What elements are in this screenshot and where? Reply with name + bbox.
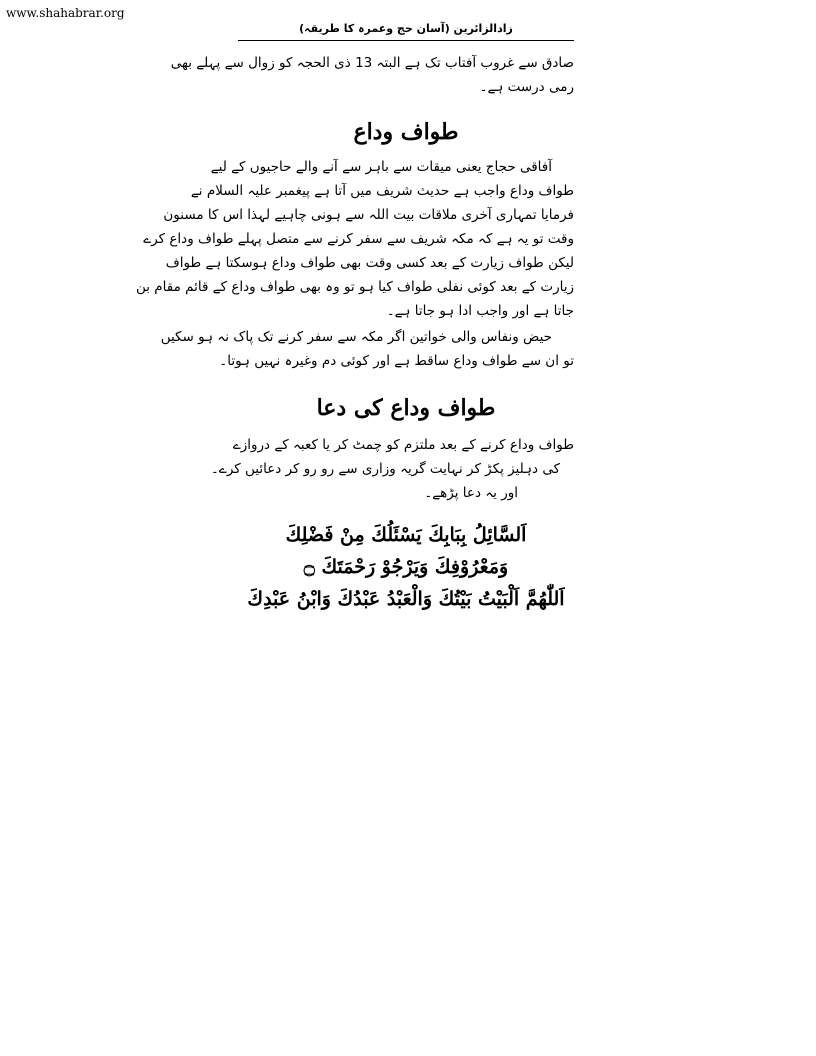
- text-line: حیض ونفاس والی خواتین اگر مکہ سے سفر کرنے تک پاک نہ ہو سکیں: [160, 329, 552, 345]
- arabic-dua-line: وَمَعْرُوْفِكَ وَيَرْجُوْ رَحْمَتَكَ ۝: [303, 556, 509, 578]
- text-line: طواف وداع کرنے کے بعد ملتزم کو چمٹ کر یا کعبہ کے دروازے: [232, 437, 574, 453]
- text-line: آفاقی حجاج یعنی میقات سے باہر سے آنے والے حاجیوں کے لیے: [210, 159, 552, 175]
- dua-instructions-paragraph: [211, 433, 574, 505]
- text-line: لیکن طواف زیارت کے بعد کسی وقت بھی طواف وداع ہوسکتا ہے طواف: [165, 255, 574, 271]
- text-line: طواف وداع واجب ہے حدیث شریف میں آتا ہے پیغمبر علیہ السلام نے: [190, 183, 574, 199]
- text-line: اور یہ دعا پڑھے۔: [424, 485, 518, 501]
- text-line: وقت تو یہ ہے کہ مکہ شریف سے سفر کرنے سے متصل پہلے طواف وداع کرے: [143, 231, 574, 247]
- tawaf-wida-paragraph: [135, 155, 574, 323]
- running-header: زادالزائرین (آسان حج وعمرہ کا طریقہ): [238, 20, 574, 41]
- haiz-nifas-paragraph: [160, 325, 574, 373]
- page-content: [135, 20, 574, 615]
- text-line: رمی درست ہے۔: [479, 79, 574, 95]
- text-line: کی دہلیز پکڑ کر نہایت گریہ وزاری سے رو رو کر دعائیں کرے۔: [211, 461, 560, 477]
- text-line: زیارت کے بعد کوئی نفلی طواف کیا ہو تو وہ بھی طواف وداع کے قائم مقام بن: [135, 279, 574, 295]
- text-line: صادق سے غروب آفتاب تک ہے البتہ 13 ذی الحجہ کو زوال سے پہلے بھی: [170, 55, 574, 71]
- section-heading-tawaf-wida-dua: طواف وداع کی دعا: [316, 395, 496, 421]
- section-heading-tawaf-wida: طواف وداع: [353, 119, 459, 145]
- text-line: جاتا ہے اور واجب ادا ہو جاتا ہے۔: [386, 303, 574, 319]
- text-line: فرمایا تمہاری آخری ملاقات بیت اللہ سے ہونی چاہیے لہذا اس کا مسنون: [163, 207, 574, 223]
- arabic-dua-block: [238, 519, 574, 615]
- site-watermark: www.shahabrar.org: [6, 6, 125, 20]
- intro-paragraph: [170, 51, 574, 99]
- text-line: تو ان سے طواف وداع ساقط ہے اور کوئی دم وغیرہ نہیں ہوتا۔: [219, 353, 574, 369]
- arabic-dua-line: اَللّٰهُمَّ اَلْبَيْتُ بَيْتُكَ وَالْعَبْدُ عَبْدُكَ وَابْنُ عَبْدِكَ: [247, 588, 565, 610]
- arabic-dua-line: اَلسَّائِلُ بِبَابِكَ يَسْئَلُكَ مِنْ فَضْلِكَ: [285, 524, 527, 546]
